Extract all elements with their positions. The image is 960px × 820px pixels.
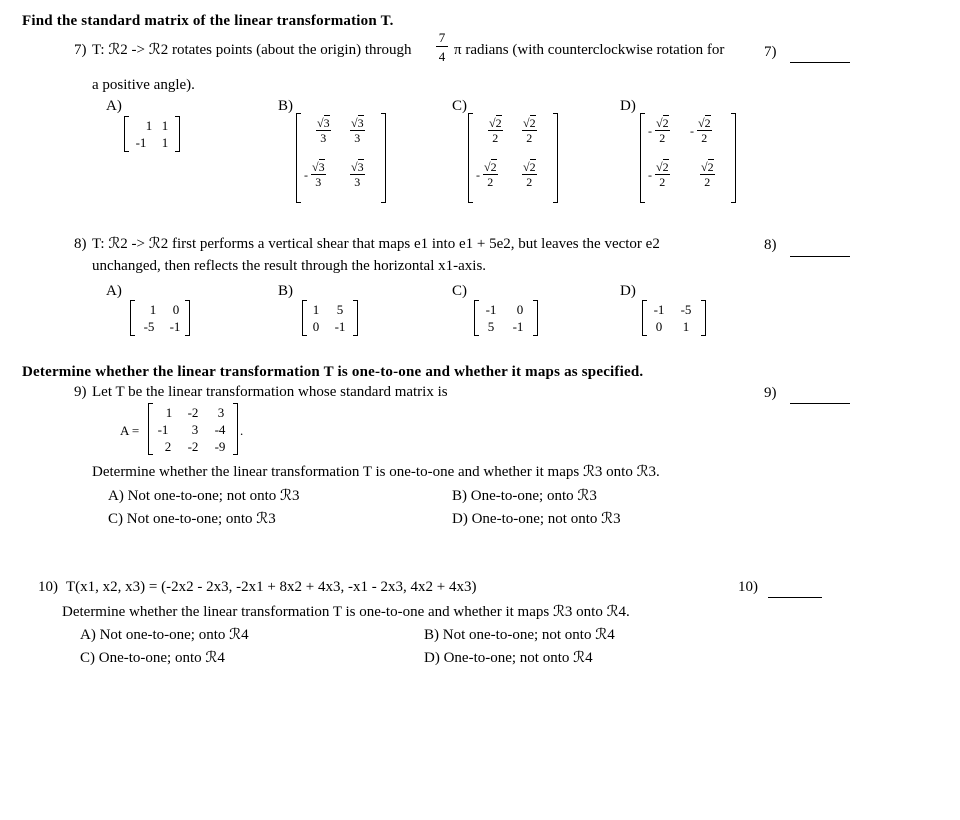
- matrix-cell: -5: [680, 302, 692, 317]
- section-heading-standard-matrix: Find the standard matrix of the linear transformation T.: [22, 13, 394, 29]
- matrix-cell: -9: [214, 439, 226, 454]
- matrix-cell: 5: [336, 302, 344, 317]
- q7-number: 7): [74, 42, 87, 58]
- q9-number: 9): [74, 384, 87, 400]
- q8-answer-label: 8): [764, 237, 777, 253]
- matrix-cell: 1: [312, 302, 320, 317]
- q9-option-c[interactable]: C) Not one-to-one; onto ℛ3: [108, 511, 276, 527]
- q9-option-a[interactable]: A) Not one-to-one; not onto ℛ3: [108, 488, 300, 504]
- matrix-cell: -1: [334, 319, 346, 334]
- q8-choice-d-label: D): [620, 283, 636, 299]
- q9-matrix-period: .: [240, 423, 244, 438]
- q9-question: Determine whether the linear transformation T is one-to-one and whether it maps ℛ3 onto ℛ3.: [92, 464, 660, 480]
- q7-answer-label: 7): [764, 44, 777, 60]
- q10-answer-label: 10): [738, 579, 758, 595]
- matrix-cell: -2: [187, 405, 199, 420]
- matrix-entry-sqrt3-over-3: $\frac{√3}{3}$: [351, 160, 364, 189]
- q7-choice-b-matrix: [296, 113, 386, 203]
- matrix-cell: 1: [682, 319, 690, 334]
- matrix-cell: 0: [655, 319, 663, 334]
- q10-number: 10): [38, 579, 58, 595]
- q7-answer-blank[interactable]: [790, 62, 850, 63]
- matrix-cell: -1: [135, 135, 147, 150]
- matrix-entry-sqrt2-over-2: $\frac{√2}{2}$: [489, 116, 502, 145]
- q7-fraction-denominator: 4: [438, 49, 446, 64]
- matrix-entry-neg-sqrt2-over-2: - $\frac{√2}{2}$: [690, 116, 711, 145]
- matrix-cell: 1: [161, 118, 169, 133]
- matrix-cell: -5: [143, 319, 155, 334]
- matrix-cell: 1: [161, 135, 169, 150]
- q8-text-b: unchanged, then reflects the result through the horizontal x1-axis.: [92, 258, 487, 274]
- q7-choice-b-label: B): [278, 98, 293, 114]
- q7-text-c: a positive angle).: [92, 77, 195, 93]
- q8-choice-c-matrix: [474, 300, 538, 336]
- matrix-cell: 0: [516, 302, 524, 317]
- q10-question: Determine whether the linear transformation T is one-to-one and whether it maps ℛ3 onto ℛ4.: [62, 604, 630, 620]
- q9-matrix: [148, 403, 238, 455]
- q8-answer-blank[interactable]: [790, 256, 850, 257]
- q7-choice-a-matrix: [124, 116, 180, 152]
- q9-matrix-label: A =: [120, 423, 140, 438]
- matrix-entry-neg-sqrt2-over-2: - $\frac{√2}{2}$: [648, 116, 669, 145]
- q7-choice-c-label: C): [452, 98, 467, 114]
- matrix-cell: -2: [187, 439, 199, 454]
- matrix-cell: -1: [157, 422, 169, 437]
- q7-choice-a-label: A): [106, 98, 122, 114]
- q7-choice-d-label: D): [620, 98, 636, 114]
- matrix-entry-sqrt2-over-2: $\frac{√2}{2}$: [701, 160, 714, 189]
- matrix-entry-neg-sqrt2-over-2: - $\frac{√2}{2}$: [476, 160, 497, 189]
- q8-choice-b-matrix: [302, 300, 358, 336]
- matrix-cell: 0: [312, 319, 320, 334]
- q7-text-b: π radians (with counterclockwise rotation for: [454, 42, 725, 58]
- section-heading-one-to-one: Determine whether the linear transformation T is one-to-one and whether it maps as specified.: [22, 364, 644, 380]
- q7-fraction-numerator: 7: [438, 30, 446, 45]
- q7-fraction-bar: [436, 46, 448, 47]
- q7-text-a: T: ℛ2 -> ℛ2 rotates points (about the origin) through: [92, 42, 412, 58]
- q10-option-b[interactable]: B) Not one-to-one; not onto ℛ4: [424, 627, 615, 643]
- matrix-cell: 1: [145, 118, 153, 133]
- q9-option-b[interactable]: B) One-to-one; onto ℛ3: [452, 488, 597, 504]
- q8-number: 8): [74, 236, 87, 252]
- q10-answer-blank[interactable]: [768, 597, 822, 598]
- q8-choice-a-matrix: [130, 300, 190, 336]
- matrix-cell: 2: [164, 439, 172, 454]
- q8-text-a: T: ℛ2 -> ℛ2 first performs a vertical shear that maps e1 into e1 + 5e2, but leaves the vector e2: [92, 236, 660, 252]
- q9-option-d[interactable]: D) One-to-one; not onto ℛ3: [452, 511, 621, 527]
- matrix-cell: 3: [191, 422, 199, 437]
- matrix-cell: -1: [653, 302, 665, 317]
- q8-choice-d-matrix: [642, 300, 706, 336]
- q8-choice-c-label: C): [452, 283, 467, 299]
- matrix-cell: 3: [217, 405, 225, 420]
- matrix-cell: -1: [169, 319, 181, 334]
- q7-choice-c-matrix: [468, 113, 558, 203]
- matrix-entry-sqrt2-over-2: $\frac{√2}{2}$: [523, 160, 536, 189]
- q8-choice-b-label: B): [278, 283, 293, 299]
- matrix-cell: -1: [512, 319, 524, 334]
- q10-option-c[interactable]: C) One-to-one; onto ℛ4: [80, 650, 225, 666]
- matrix-entry-sqrt2-over-2: $\frac{√2}{2}$: [523, 116, 536, 145]
- matrix-entry-neg-sqrt3-over-3: - $\frac{√3}{3}$: [304, 160, 325, 189]
- matrix-cell: 0: [172, 302, 180, 317]
- matrix-entry-sqrt3-over-3: $\frac{√3}{3}$: [351, 116, 364, 145]
- q10-option-d[interactable]: D) One-to-one; not onto ℛ4: [424, 650, 593, 666]
- q7-choice-d-matrix: [640, 113, 736, 203]
- matrix-entry-sqrt3-over-3: $\frac{√3}{3}$: [317, 116, 330, 145]
- matrix-cell: 5: [487, 319, 495, 334]
- matrix-entry-neg-sqrt2-over-2: - $\frac{√2}{2}$: [648, 160, 669, 189]
- q10-text: T(x1, x2, x3) = (-2x2 - 2x3, -2x1 + 8x2 + 4x3, -x1 - 2x3, 4x2 + 4x3): [66, 579, 477, 595]
- q8-choice-a-label: A): [106, 283, 122, 299]
- q10-option-a[interactable]: A) Not one-to-one; onto ℛ4: [80, 627, 249, 643]
- matrix-cell: -4: [214, 422, 226, 437]
- matrix-cell: -1: [485, 302, 497, 317]
- matrix-cell: 1: [165, 405, 173, 420]
- q9-answer-label: 9): [764, 385, 777, 401]
- q9-answer-blank[interactable]: [790, 403, 850, 404]
- q9-text: Let T be the linear transformation whose standard matrix is: [92, 384, 448, 400]
- matrix-cell: 1: [149, 302, 157, 317]
